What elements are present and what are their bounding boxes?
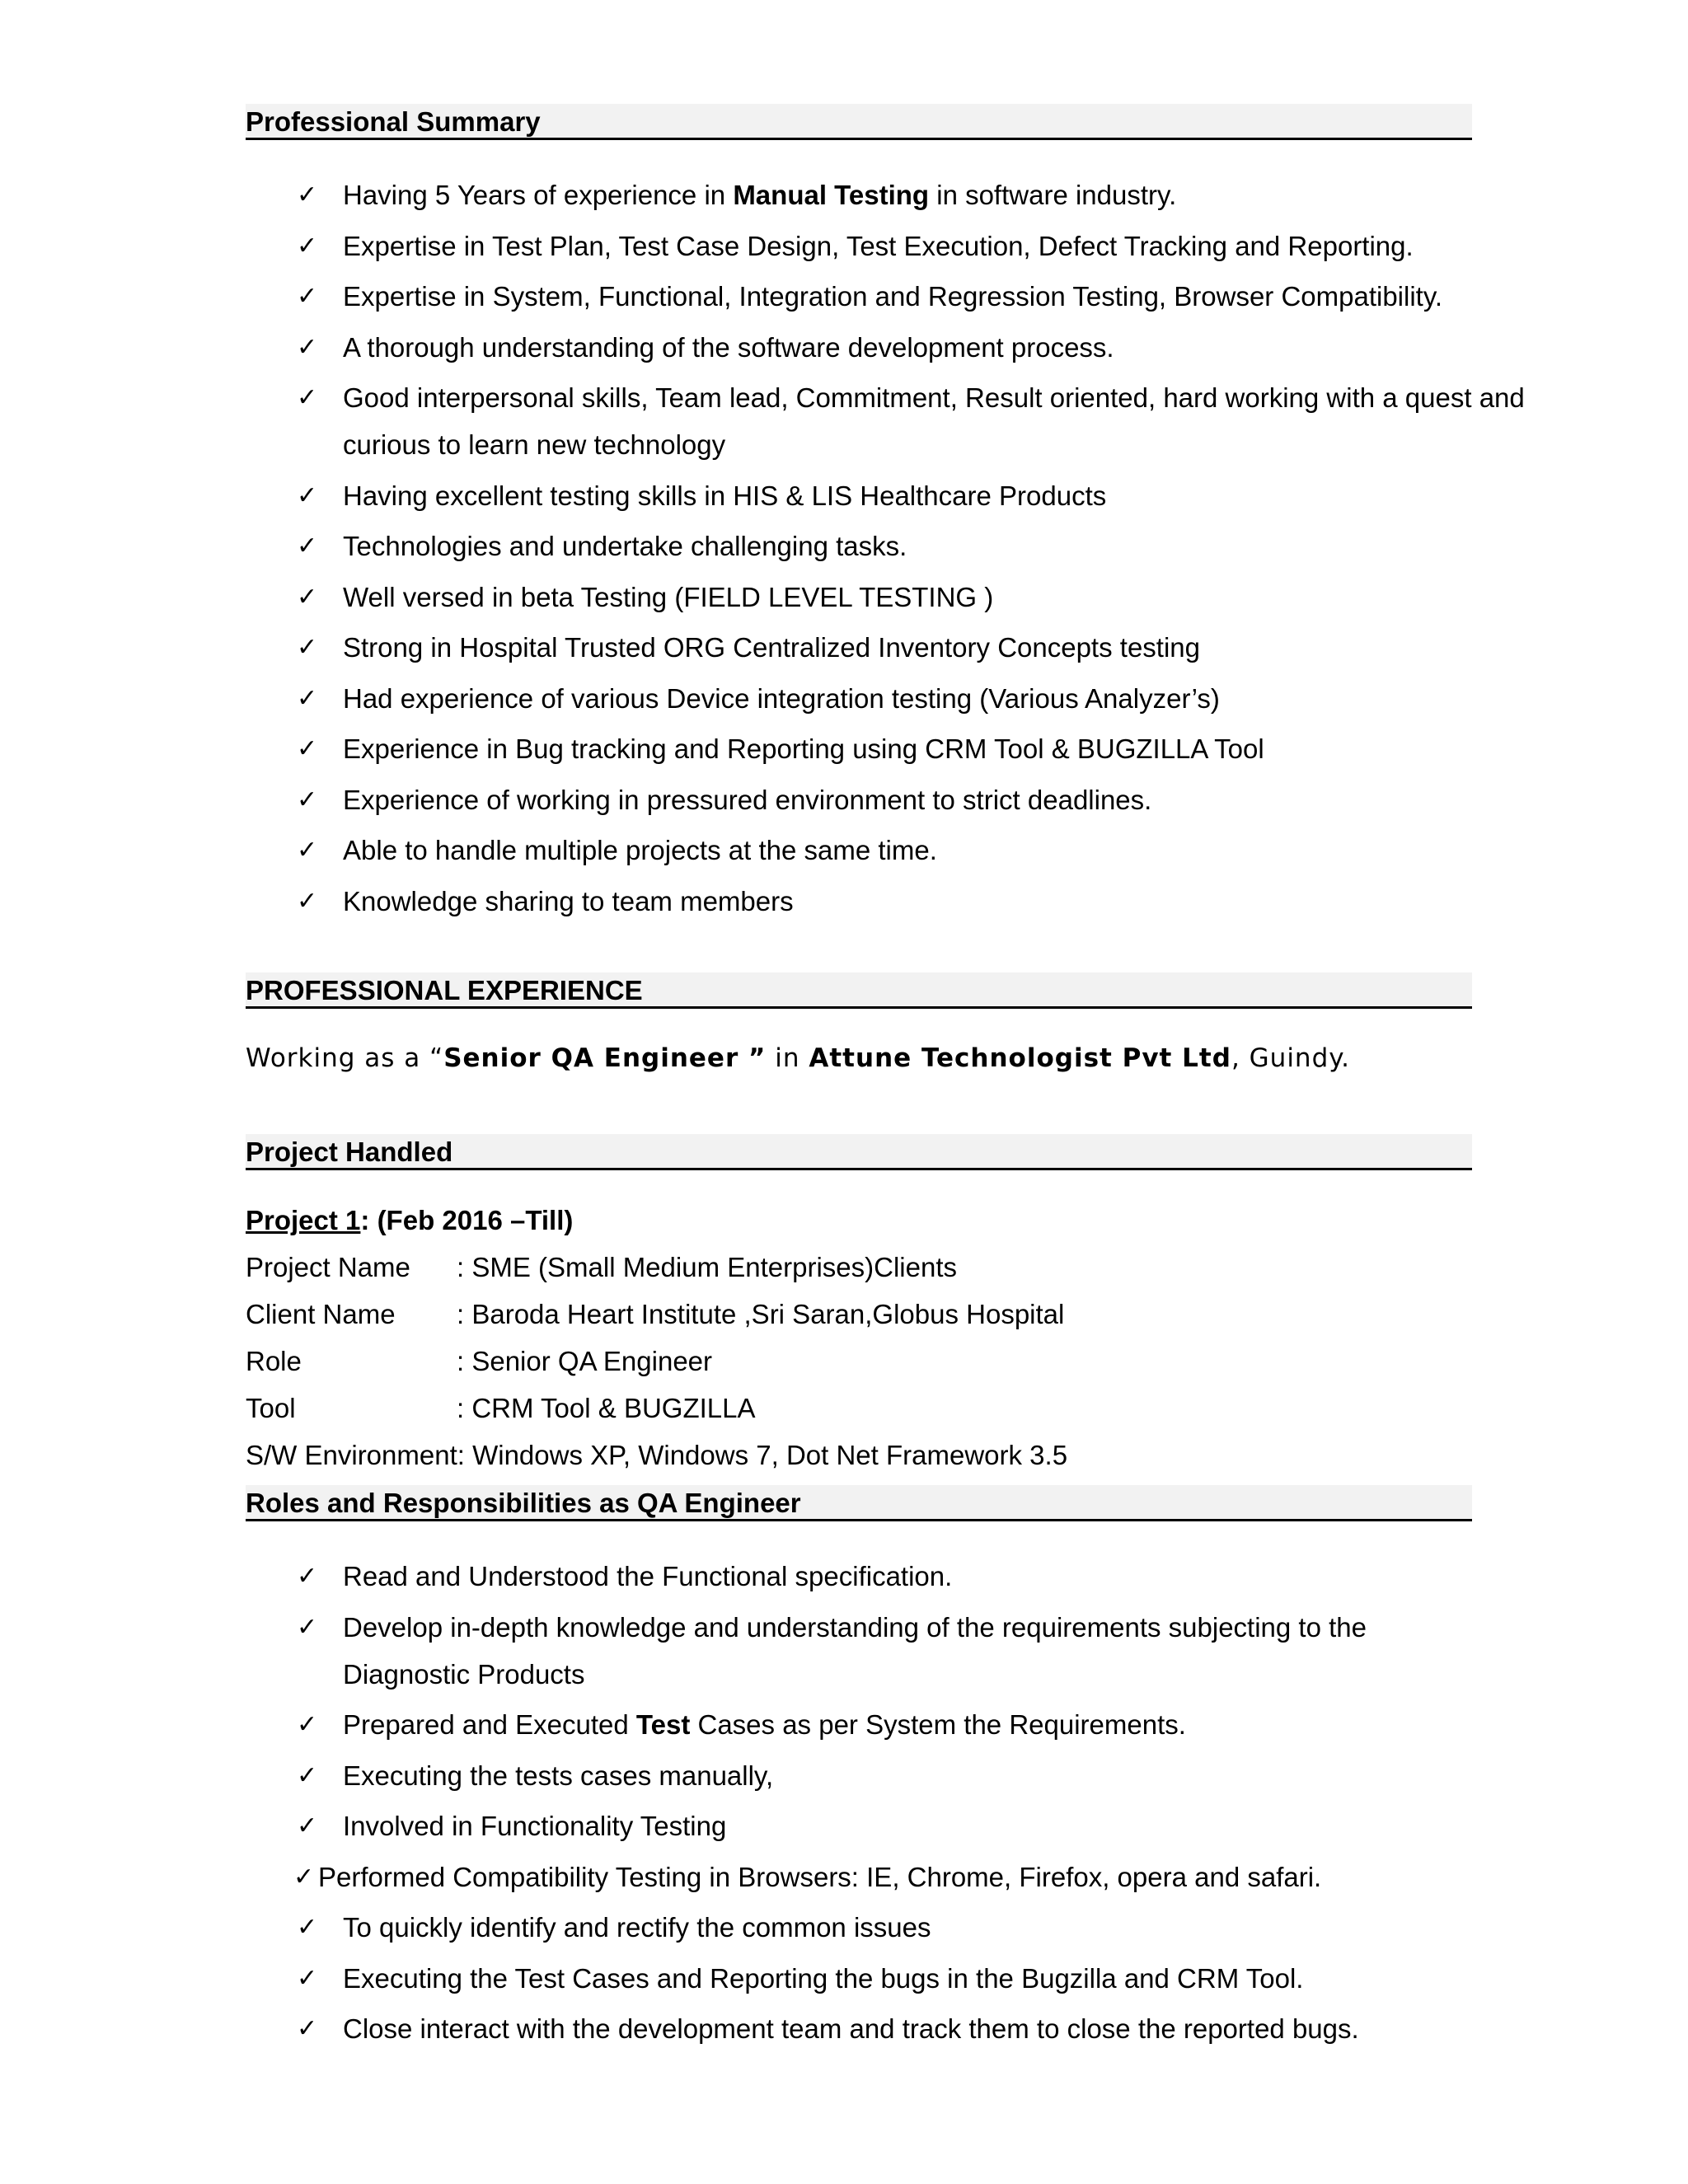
list-item: ✓ Having 5 Years of experience in Manual Testing in software industry.	[246, 171, 1482, 218]
list-item: ✓ Executing the Test Cases and Reporting the bugs in the Bugzilla and CRM Tool.	[246, 1955, 1482, 2002]
check-icon: ✓	[297, 282, 318, 311]
list-item: ✓ Performed Compatibility Testing in Browsers: IE, Chrome, Firefox, opera and safari.	[246, 1854, 1482, 1900]
check-icon: ✓	[297, 2014, 318, 2043]
project-field: Tool : CRM Tool & BUGZILLA	[246, 1393, 756, 1423]
check-icon: ✓	[297, 532, 318, 560]
project-field: Role : Senior QA Engineer	[246, 1346, 713, 1376]
summary-list	[246, 171, 1525, 928]
list-item: ✓ To quickly identify and rectify the common issues	[246, 1904, 1482, 1951]
check-icon: ✓	[297, 582, 318, 612]
section-heading-experience: PROFESSIONAL EXPERIENCE	[246, 972, 1472, 1009]
list-item: ✓ Able to handle multiple projects at the same time.	[246, 827, 1482, 874]
check-icon: ✓	[297, 683, 318, 713]
section-heading-roles: Roles and Responsibilities as QA Engineer	[246, 1485, 1472, 1521]
list-item: ✓ Having excellent testing skills in HIS & LIS Healthcare Products	[246, 472, 1482, 519]
list-item: ✓ Expertise in System, Functional, Integration and Regression Testing, Browser Compatibility.	[246, 273, 1482, 320]
list-item: ✓ Strong in Hospital Trusted ORG Centralized Inventory Concepts testing	[246, 624, 1482, 671]
check-icon: ✓	[297, 383, 318, 412]
list-item: ✓ Experience of working in pressured environment to strict deadlines.	[246, 776, 1482, 823]
check-icon: ✓	[297, 1760, 318, 1790]
section-heading-projects: Project Handled	[246, 1134, 1472, 1170]
list-item: ✓ Close interact with the development team and track them to close the reported bugs.	[246, 2005, 1482, 2052]
list-item: ✓ Expertise in Test Plan, Test Case Design, Test Execution, Defect Tracking and Reporting.	[246, 223, 1482, 269]
list-item: ✓ Knowledge sharing to team members	[246, 878, 1482, 925]
project-details	[246, 1197, 1067, 1479]
project-field: Project Name : SME (Small Medium Enterprises)Clients	[246, 1252, 957, 1282]
section-heading-summary: Professional Summary	[246, 104, 1472, 140]
check-icon: ✓	[297, 231, 318, 260]
check-icon: ✓	[293, 1862, 315, 1891]
check-icon: ✓	[297, 332, 318, 362]
job-role: Senior QA Engineer ”	[443, 1043, 767, 1073]
list-item: ✓ Prepared and Executed Test Cases as per System the Requirements.	[246, 1701, 1482, 1748]
check-icon: ✓	[297, 734, 318, 763]
check-icon: ✓	[297, 1562, 318, 1591]
check-icon: ✓	[297, 836, 318, 865]
check-icon: ✓	[297, 480, 318, 510]
experience-line: Working as a “Senior QA Engineer ” in Attune Technologist Pvt Ltd, Guindy.	[246, 1043, 1351, 1073]
roles-list	[246, 1553, 1482, 2056]
check-icon: ✓	[297, 1811, 318, 1840]
list-item: ✓ Experience in Bug tracking and Reporting using CRM Tool & BUGZILLA Tool	[246, 725, 1482, 772]
check-icon: ✓	[297, 785, 318, 814]
list-item: ✓ Had experience of various Device integration testing (Various Analyzer’s)	[246, 675, 1482, 722]
check-icon: ✓	[297, 180, 318, 209]
list-item: ✓ A thorough understanding of the software development process.	[246, 324, 1482, 371]
list-item: ✓ Technologies and undertake challenging tasks.	[246, 523, 1482, 569]
list-item: ✓ Good interpersonal skills, Team lead, Commitment, Result oriented, hard working with a quest and curious to learn new technology	[246, 374, 1530, 468]
list-item: ✓ Develop in-depth knowledge and understanding of the requirements subjecting to the Diagnostic Products	[246, 1604, 1497, 1698]
check-icon: ✓	[297, 1710, 318, 1739]
check-icon: ✓	[297, 1963, 318, 1993]
company-name: Attune Technologist Pvt Ltd	[809, 1043, 1231, 1073]
list-item: ✓ Executing the tests cases manually,	[246, 1752, 1482, 1799]
project-environment: S/W Environment: Windows XP, Windows 7, Dot Net Framework 3.5	[246, 1440, 1068, 1470]
list-item: ✓ Well versed in beta Testing (FIELD LEVEL TESTING )	[246, 574, 1482, 621]
check-icon: ✓	[297, 1913, 318, 1942]
list-item: ✓ Read and Understood the Functional specification.	[246, 1553, 1482, 1600]
project-field: Client Name : Baroda Heart Institute ,Sri Saran,Globus Hospital	[246, 1299, 1065, 1329]
list-item: ✓ Involved in Functionality Testing	[246, 1802, 1482, 1849]
check-icon: ✓	[297, 1612, 318, 1642]
check-icon: ✓	[297, 633, 318, 662]
project-title: Project 1: (Feb 2016 –Till)	[246, 1205, 574, 1235]
check-icon: ✓	[297, 886, 318, 916]
